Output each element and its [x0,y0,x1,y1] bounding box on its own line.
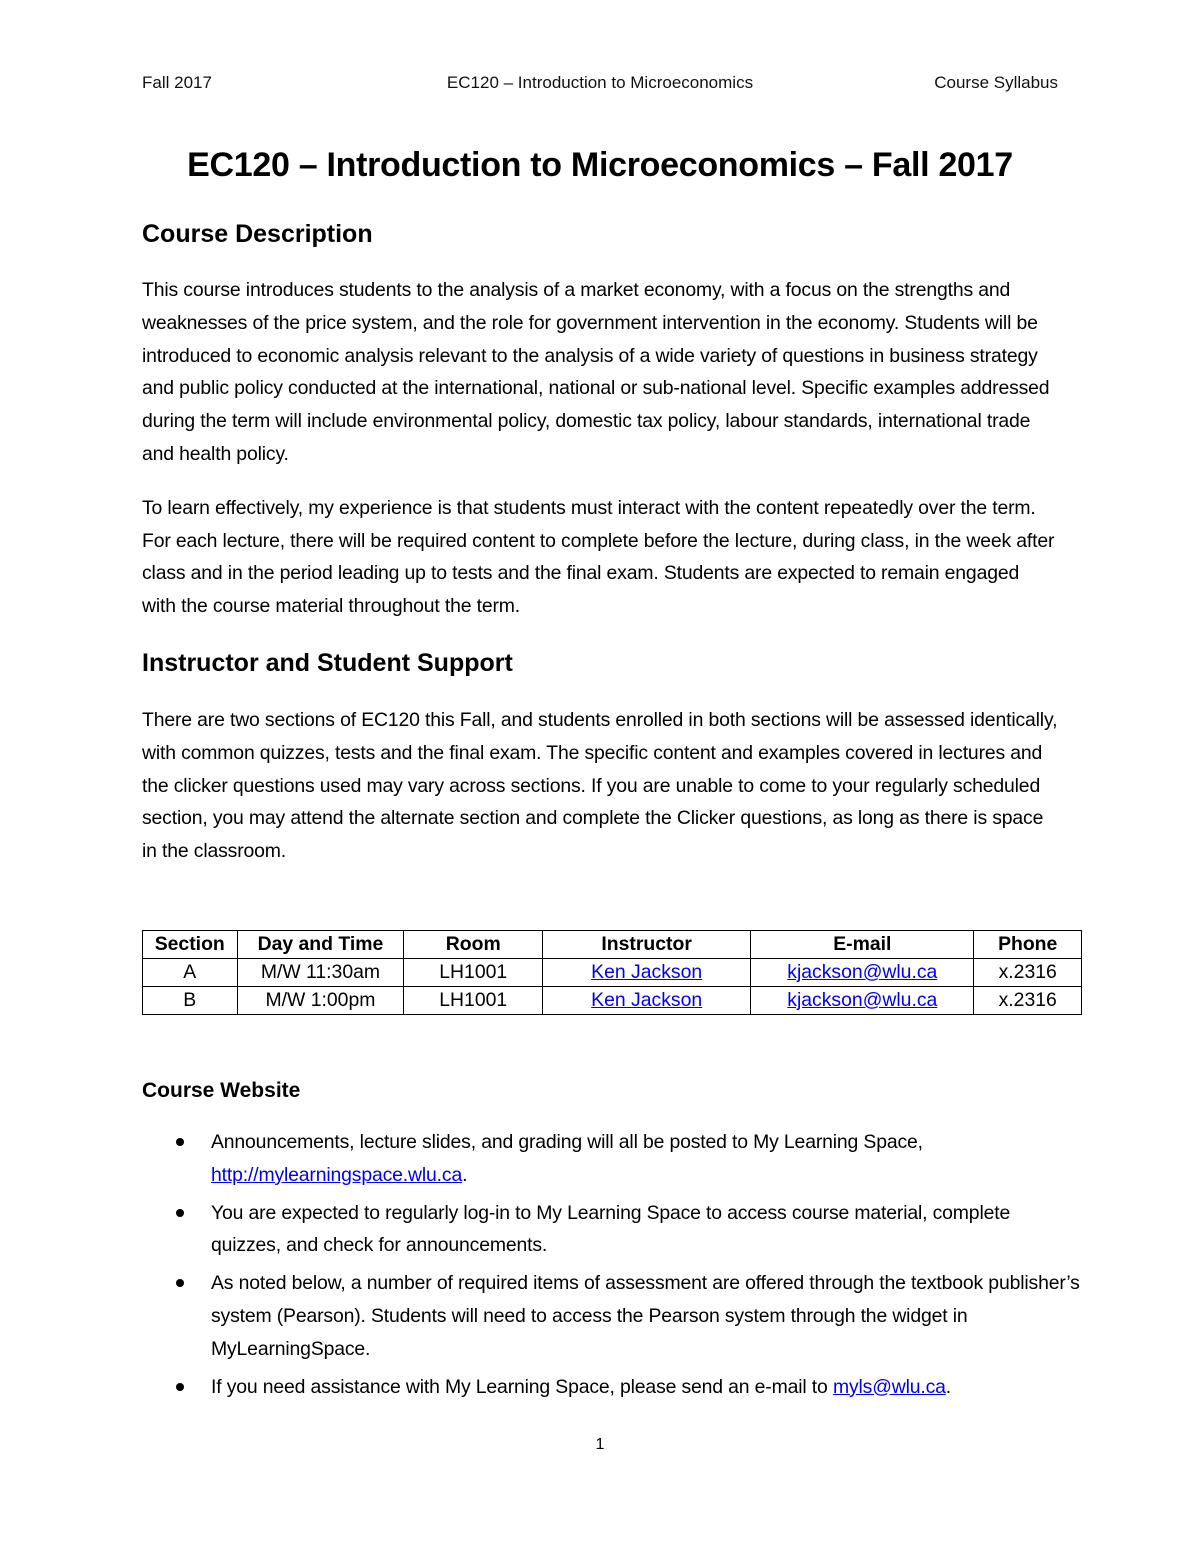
course-description-paragraph-2: To learn effectively, my experience is that students must interact with the content repeatedly over the term. For each lecture, there will be required content to complete before the lecture, during class, in the week after class and in the period leading up to tests and the final exam. Students are expected to remain engaged with the course material throughout the term. [142,496,1055,618]
instructor-link[interactable]: Ken Jackson [591,989,703,1011]
list-item [142,1371,1082,1404]
cell-instructor [543,959,751,987]
page-title: EC120 – Introduction to Microeconomics – Fall 2017 [187,146,1013,184]
cell-day-time: M/W 11:30am [237,959,404,987]
column-header-section: Section [143,931,238,959]
email-link[interactable]: kjackson@wlu.ca [787,961,938,983]
cell-instructor [543,987,751,1015]
support-paragraph: There are two sections of EC120 this Fall, and students enrolled in both sections will be assessed identically, with common quizzes, tests and the final exam. The specific content and examples covered in lectures and the clicker questions used may vary across sections. If you are unable to come to your regularly scheduled section, you may attend the alternate section and complete the Clicker questions, as long as there is space in the classroom. [142,708,1058,863]
bullet-icon [176,1383,184,1391]
bullet-text: As noted below, a number of required items of assessment are offered through the textbook publisher’s system (Pearson). Students will need to access the Pearson system through the widget in MyLearningSpace. [211,1272,1080,1360]
list-item [142,1267,1082,1365]
column-header-email: E-mail [751,931,974,959]
cell-room: LH1001 [404,959,543,987]
website-bullet-list [142,1126,1082,1403]
myls-email-link[interactable]: myls@wlu.ca [832,1375,946,1398]
header-term: Fall 2017 [142,73,212,92]
cell-section: A [143,959,238,987]
bullet-icon [176,1279,184,1287]
mylearningspace-link[interactable]: http://mylearningspace.wlu.ca [211,1163,463,1186]
instructor-link[interactable]: Ken Jackson [591,961,703,983]
list-item [142,1126,1082,1192]
course-website-heading: Course Website [142,1079,301,1102]
cell-phone: x.2316 [974,959,1082,987]
course-description-heading: Course Description [142,220,373,248]
course-website-section [142,1076,1082,1408]
bullet-text: If you need assistance with My Learning Space, please send an e-mail to [211,1375,828,1398]
main-content [142,140,1058,868]
cell-phone: x.2316 [974,987,1082,1015]
page-number: 1 [595,1436,605,1453]
bullet-text: You are expected to regularly log-in to My Learning Space to access course material, complete quizzes, and check for announcements. [211,1201,1011,1257]
header-course: EC120 – Introduction to Microeconomics [446,73,754,92]
running-header [142,73,1058,95]
bullet-icon [176,1138,184,1146]
header-doc-type: Course Syllabus [934,73,1058,92]
bullet-icon [176,1209,184,1217]
sections-table [142,930,1082,1015]
bullet-punctuation: . [462,1163,468,1186]
list-item [142,1197,1082,1263]
email-link[interactable]: kjackson@wlu.ca [787,989,938,1011]
cell-email [751,959,974,987]
support-heading: Instructor and Student Support [142,648,513,677]
cell-section: B [143,987,238,1015]
cell-email [751,987,974,1015]
column-header-instructor: Instructor [543,931,751,959]
table-row [143,959,1082,987]
cell-day-time: M/W 1:00pm [237,987,404,1015]
course-description-paragraph-1: This course introduces students to the analysis of a market economy, with a focus on the strengths and weaknesses of the price system, and the role for government intervention in the economy. Students will be introduced to economic analysis relevant to the analysis of a wide variety of questions in business strategy and public policy conducted at the international, national or sub-national level. Specific examples addressed during the term will include environmental policy, domestic tax policy, labour standards, international trade and health policy. [142,279,1050,465]
bullet-text: Announcements, lecture slides, and grading will all be posted to My Learning Space, [211,1131,923,1153]
table-header-row [143,931,1082,959]
column-header-room: Room [404,931,543,959]
table-row [143,987,1082,1015]
bullet-punctuation: . [945,1375,952,1398]
cell-room: LH1001 [404,987,543,1015]
column-header-phone: Phone [974,931,1082,959]
column-header-day-time: Day and Time [237,931,404,959]
